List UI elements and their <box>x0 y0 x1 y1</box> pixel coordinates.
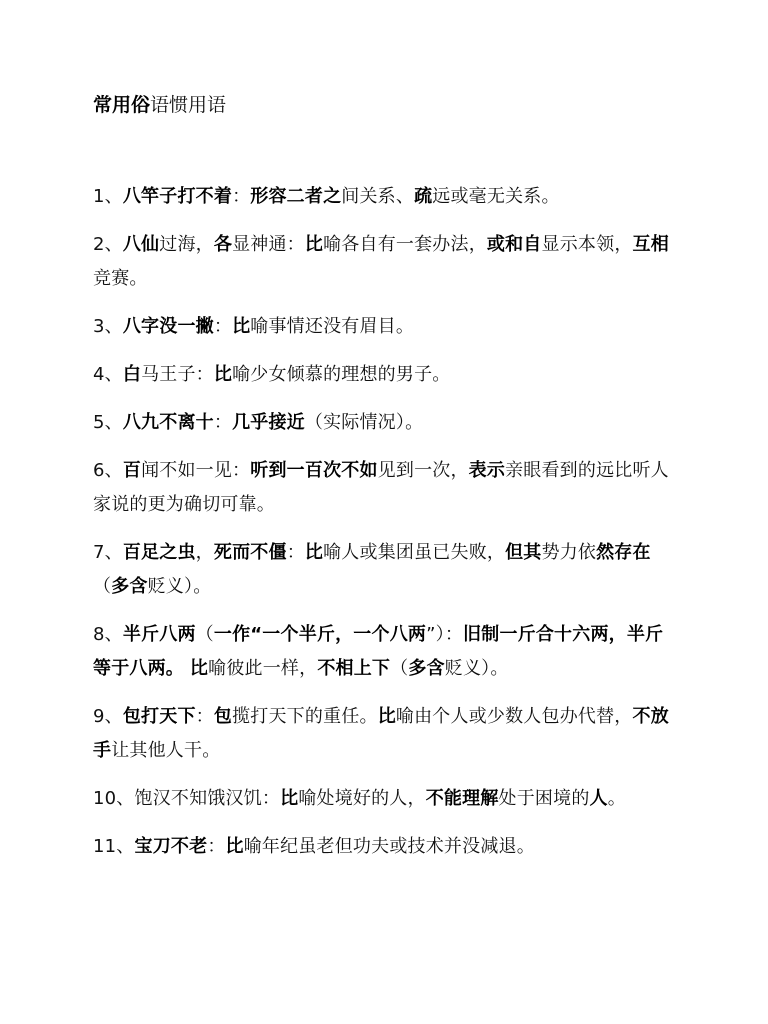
text-segment: 2、 <box>93 234 123 255</box>
bold-text-segment: 旧制一斤合十六两，半斤等于八两。 <box>93 624 664 679</box>
bold-text-segment: 比 <box>213 364 233 385</box>
text-segment: 远或毫无关系。 <box>432 186 560 207</box>
bold-text-segment: 白 <box>122 364 142 385</box>
bold-text-segment: 或和自 <box>486 234 542 255</box>
bold-text-segment: 比 <box>280 788 299 809</box>
bold-text-segment: 人 <box>589 788 608 809</box>
text-segment: 显神通： <box>232 234 305 255</box>
idiom-entry <box>93 830 673 864</box>
text-segment: 语惯用语 <box>150 94 227 116</box>
text-segment: 贬义）。 <box>147 576 212 597</box>
text-segment: ： <box>195 706 214 727</box>
idiom-entry <box>93 454 673 522</box>
text-segment: （ <box>390 658 409 679</box>
idiom-entry <box>93 358 673 392</box>
text-segment: （实际情况）。 <box>304 412 424 433</box>
bold-text-segment: 半斤八两 <box>122 624 196 645</box>
text-segment: ”）： <box>426 624 464 645</box>
idiom-list <box>93 180 673 878</box>
idiom-entry <box>93 536 673 604</box>
text-segment: 喻各自有一套办法， <box>323 234 487 255</box>
bold-text-segment: 常用俗 <box>93 94 151 116</box>
text-segment: 10、饱汉不知饿汉饥： <box>93 788 281 809</box>
bold-text-segment: 几乎接近 <box>232 412 305 433</box>
text-segment: 揽打天下的重任。 <box>232 706 378 727</box>
text-segment: 喻年纪虽老但功夫或技术并没减退。 <box>243 836 535 857</box>
text-segment: 过海， <box>159 234 214 255</box>
text-segment: （ <box>93 576 112 597</box>
text-segment: ： <box>213 412 233 433</box>
text-segment: 喻由个人或少数人包办代替， <box>395 706 633 727</box>
text-segment: 7、 <box>93 542 123 563</box>
bold-text-segment: 比 <box>304 234 324 255</box>
text-segment: 亲眼看到的远比听人家说的更为确切可靠。 <box>93 460 669 515</box>
text-segment: 4、 <box>93 364 123 385</box>
text-segment: ： <box>286 542 305 563</box>
text-segment: ： <box>232 186 251 207</box>
text-segment: 喻处境好的人， <box>298 788 426 809</box>
text-segment: 9、 <box>93 706 123 727</box>
text-segment: 显示本领， <box>541 234 633 255</box>
bold-text-segment: 死而不僵 <box>213 542 287 563</box>
text-segment: 5、 <box>93 412 123 433</box>
idiom-entry <box>93 700 673 768</box>
bold-text-segment: 百 <box>122 460 142 481</box>
text-segment: 见到一次， <box>377 460 469 481</box>
text-segment: 处于困境的 <box>498 788 590 809</box>
text-segment: 1、 <box>93 186 123 207</box>
text-segment: 3、 <box>93 316 123 337</box>
bold-text-segment: 互相 <box>632 234 669 255</box>
bold-text-segment: 八竿子打不着 <box>122 186 233 207</box>
text-segment: 喻少女倾慕的理想的男子。 <box>232 364 451 385</box>
bold-text-segment: 疏 <box>414 186 433 207</box>
idiom-entry <box>93 618 673 686</box>
idiom-entry <box>93 310 673 344</box>
bold-text-segment: 多含 <box>408 658 445 679</box>
text-segment: 喻人或集团虽已失败， <box>323 542 506 563</box>
text-segment: ： <box>213 316 233 337</box>
bold-text-segment: 八字没一撇 <box>122 316 214 337</box>
bold-text-segment: 百足之虫 <box>122 542 196 563</box>
text-segment: 8、 <box>93 624 123 645</box>
bold-text-segment: 八九不离十 <box>122 412 214 433</box>
text-segment: 喻彼此一样， <box>208 658 318 679</box>
text-segment: 竞赛。 <box>93 268 148 289</box>
text-segment: ， <box>195 542 214 563</box>
text-segment: 6、 <box>93 460 123 481</box>
bold-text-segment: 宝刀不老 <box>134 836 208 857</box>
bold-text-segment: 然存在 <box>596 542 651 563</box>
text-segment: 11、 <box>93 836 135 857</box>
bold-text-segment: 不相上下 <box>317 658 391 679</box>
text-segment: ： <box>207 836 226 857</box>
text-segment: （ <box>195 624 214 645</box>
bold-text-segment: 比 <box>225 836 244 857</box>
bold-text-segment: 一作“一个半斤，一个八两 <box>213 624 427 645</box>
text-segment: 马王子： <box>141 364 214 385</box>
bold-text-segment: 比 <box>232 316 251 337</box>
document-title <box>93 92 226 118</box>
text-segment: 贬义）。 <box>444 658 509 679</box>
bold-text-segment: 比 <box>377 706 396 727</box>
idiom-entry <box>93 228 673 296</box>
bold-text-segment: 各 <box>213 234 233 255</box>
bold-text-segment: 比 <box>304 542 324 563</box>
idiom-entry <box>93 782 673 816</box>
bold-text-segment: 不放手 <box>93 706 669 761</box>
bold-text-segment: 包打天下 <box>122 706 196 727</box>
text-segment: 势力依 <box>541 542 597 563</box>
bold-text-segment: 比 <box>189 658 209 679</box>
bold-text-segment: 但其 <box>505 542 542 563</box>
text-segment: 。 <box>607 788 626 809</box>
text-segment: 喻事情还没有眉目。 <box>250 316 415 337</box>
idiom-entry <box>93 406 673 440</box>
bold-text-segment: 八仙 <box>122 234 160 255</box>
bold-text-segment: 多含 <box>111 576 148 597</box>
text-segment: 让其他人干。 <box>111 740 221 761</box>
bold-text-segment: 不能理解 <box>425 788 499 809</box>
bold-text-segment: 形容二者之 <box>250 186 342 207</box>
text-segment: 间关系、 <box>341 186 415 207</box>
bold-text-segment: 包 <box>213 706 233 727</box>
bold-text-segment: 听到一百次不如 <box>250 460 378 481</box>
text-segment: 闻不如一见： <box>141 460 251 481</box>
idiom-entry <box>93 180 673 214</box>
bold-text-segment: 表示 <box>468 460 506 481</box>
